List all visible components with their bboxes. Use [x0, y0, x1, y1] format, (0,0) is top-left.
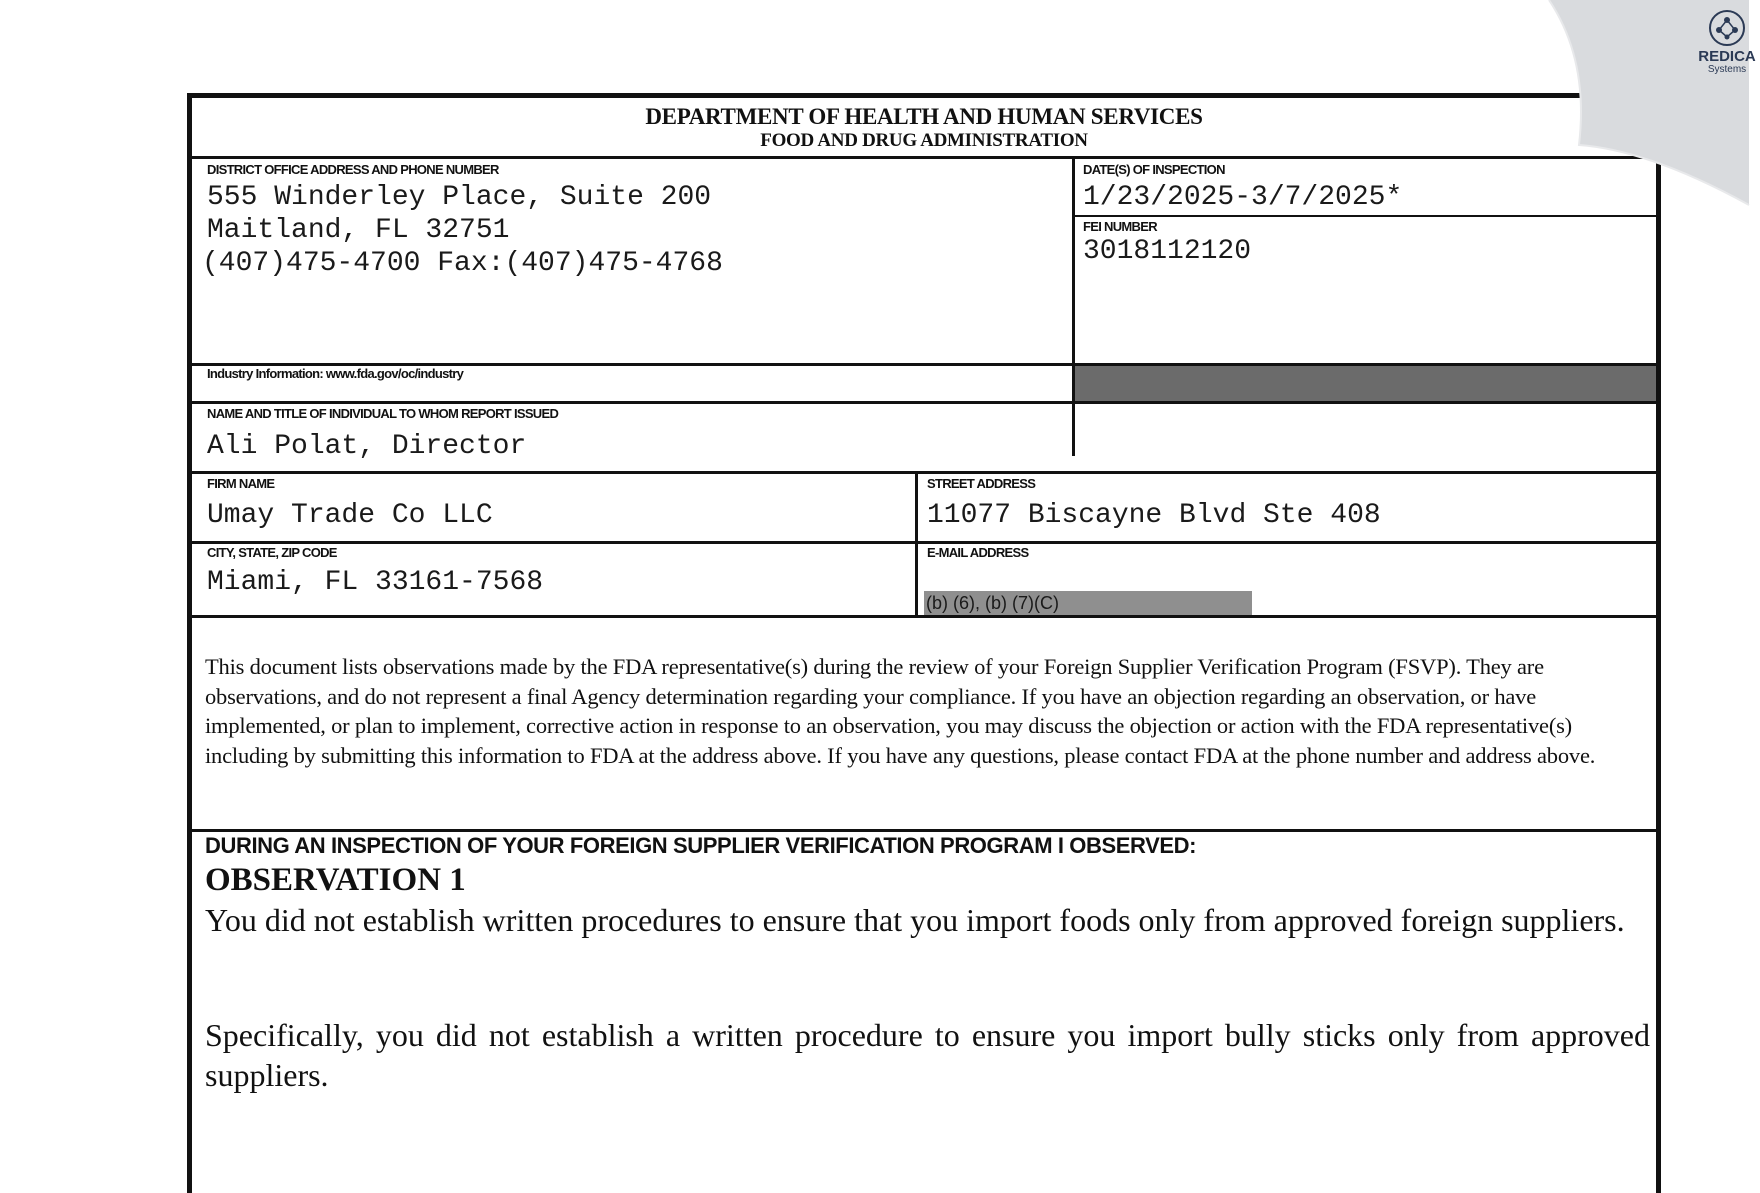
observation-text-2: Specifically, you did not establish a written procedure to ensure you import bully sticks only from approved suppliers. — [205, 1017, 1650, 1093]
email-address-label: E-MAIL ADDRESS — [927, 545, 1029, 560]
divider — [192, 156, 1656, 159]
notice-paragraph: This document lists observations made by the FDA representative(s) during the review of your Foreign Supplier Verification Program (FSVP). They are observations, and do not represent a final Agency determination regarding your compliance. If you have an objection regarding an observation, or have implemented, or plan to implement, corrective action in response to an observation, you may discuss the objection or action with the FDA representative(s) including by submitting this information to FDA at the address above. If you have any questions, please contact FDA at the phone number and address above. — [205, 654, 1596, 768]
divider — [192, 541, 1656, 544]
district-address-line2: Maitland, FL 32751 — [207, 215, 510, 246]
observations-heading: DURING AN INSPECTION OF YOUR FOREIGN SUPPLIER VERIFICATION PROGRAM I OBSERVED: — [205, 833, 1197, 858]
firm-name-value: Umay Trade Co LLC — [207, 500, 493, 531]
district-office-label: DISTRICT OFFICE ADDRESS AND PHONE NUMBER — [207, 162, 499, 177]
page-fade — [192, 1098, 1656, 1138]
observation-title: OBSERVATION 1 — [205, 862, 466, 898]
divider — [1072, 215, 1656, 217]
firm-name-label: FIRM NAME — [207, 476, 275, 491]
fei-number-label: FEI NUMBER — [1083, 219, 1157, 234]
divider — [192, 829, 1656, 832]
agency-header: FOOD AND DRUG ADMINISTRATION — [760, 130, 1088, 151]
district-phone: (407)475-4700 Fax:(407)475-4768 — [202, 248, 723, 279]
inspection-dates-value: 1/23/2025-3/7/2025* — [1083, 182, 1403, 213]
fda-483-form — [187, 93, 1661, 1193]
email-redaction: (b) (6), (b) (7)(C) — [924, 591, 1252, 615]
city-state-zip-value: Miami, FL 33161-7568 — [207, 567, 544, 598]
redica-network-icon — [1707, 8, 1747, 48]
observation-text-1: You did not establish written procedures to ensure that you import foods only from approved foreign suppliers. — [205, 902, 1625, 938]
district-address-line1: 555 Winderley Place, Suite 200 — [207, 182, 712, 213]
divider — [192, 401, 1656, 404]
street-address-label: STREET ADDRESS — [927, 476, 1036, 491]
redica-brand: REDICA — [1698, 48, 1756, 65]
divider — [1072, 156, 1075, 456]
inspection-dates-label: DATE(S) OF INSPECTION — [1083, 162, 1225, 177]
city-state-zip-label: CITY, STATE, ZIP CODE — [207, 545, 337, 560]
street-address-value: 11077 Biscayne Blvd Ste 408 — [927, 500, 1381, 531]
redica-sub: Systems — [1707, 64, 1747, 75]
redica-badge — [1549, 0, 1756, 205]
fei-number-value: 3018112120 — [1083, 236, 1252, 267]
divider — [192, 471, 1656, 474]
recipient-value: Ali Polat, Director — [207, 431, 527, 462]
department-header: DEPARTMENT OF HEALTH AND HUMAN SERVICES — [645, 104, 1203, 129]
redacted-block — [1075, 366, 1656, 401]
industry-info: Industry Information: www.fda.gov/oc/industry — [207, 366, 464, 381]
divider — [192, 615, 1656, 618]
recipient-label: NAME AND TITLE OF INDIVIDUAL TO WHOM REPORT ISSUED — [207, 406, 559, 421]
